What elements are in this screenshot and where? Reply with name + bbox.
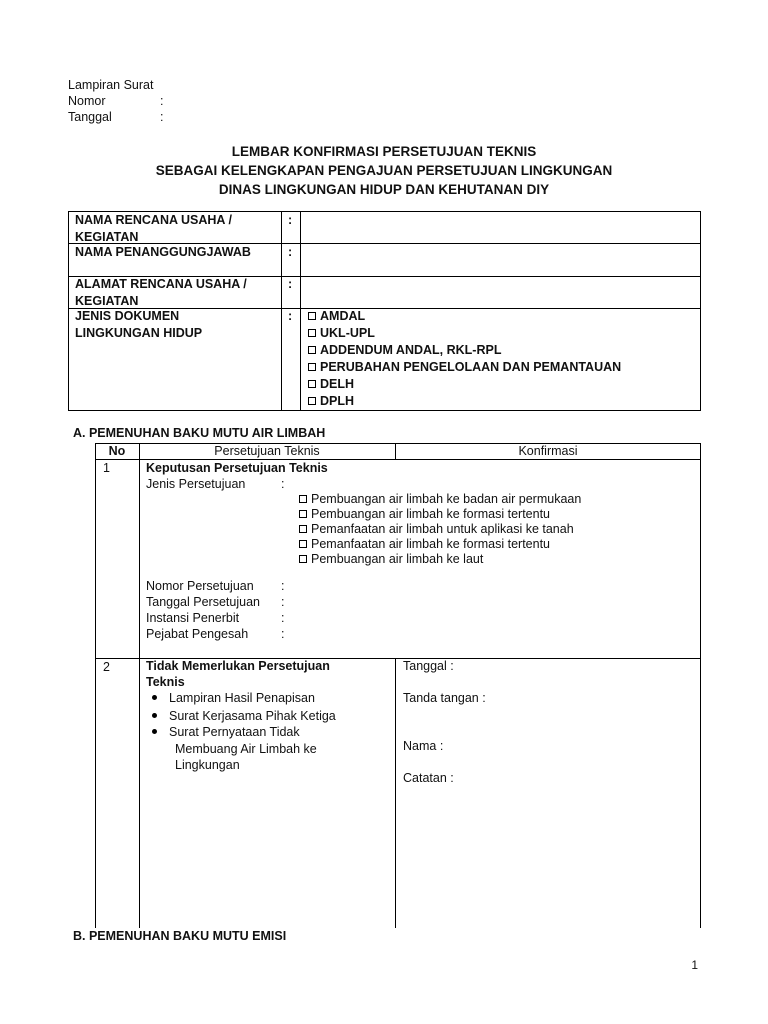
list-item-cont: Lingkungan (175, 758, 240, 772)
title-line-1: LEMBAR KONFIRMASI PERSETUJUAN TEKNIS (231, 144, 537, 159)
checkbox-icon[interactable] (299, 525, 307, 533)
tanggal-colon: : (160, 110, 164, 124)
checkbox-icon[interactable] (308, 363, 316, 371)
colon-4: : (288, 309, 293, 323)
row2-title-2: Teknis (146, 675, 185, 689)
checkbox-icon[interactable] (299, 495, 307, 503)
nomor-row (68, 93, 163, 109)
bullet-icon (152, 729, 157, 734)
option-addendum[interactable]: ADDENDUM ANDAL, RKL-RPL (308, 342, 501, 359)
checkbox-icon[interactable] (308, 346, 316, 354)
tanggal-persetujuan-label: Tanggal Persetujuan : (146, 595, 285, 609)
instansi-penerbit-label: Instansi Penerbit : (146, 611, 285, 625)
nomor-colon: : (160, 94, 164, 108)
choice-2[interactable]: Pembuangan air limbah ke formasi tertentu (299, 506, 550, 522)
nomor-persetujuan-label: Nomor Persetujuan : (146, 579, 285, 593)
list-item: Surat Kerjasama Pihak Ketiga (152, 708, 336, 724)
choice-4[interactable]: Pemanfaatan air limbah ke formasi tertentu (299, 536, 550, 552)
bullet-icon (152, 713, 157, 718)
konfirmasi-catatan: Catatan : (403, 771, 454, 785)
choice-1[interactable]: Pembuangan air limbah ke badan air permukaan (299, 491, 581, 507)
title-line-3: DINAS LINGKUNGAN HIDUP DAN KEHUTANAN DIY (218, 182, 550, 197)
konfirmasi-tanda-tangan: Tanda tangan : (403, 691, 486, 705)
bullet-icon (152, 695, 157, 700)
section-b-heading: B. PEMENUHAN BAKU MUTU EMISI (73, 929, 287, 943)
col-konfirmasi-header: Konfirmasi (518, 444, 578, 458)
row2-no: 2 (103, 660, 110, 674)
pejabat-pengesah-label: Pejabat Pengesah : (146, 627, 285, 641)
nomor-label: Nomor (68, 94, 106, 108)
list-item: Lampiran Hasil Penapisan (152, 690, 315, 706)
checkbox-icon[interactable] (299, 555, 307, 563)
col-divider-no (139, 443, 140, 928)
checkbox-icon[interactable] (308, 380, 316, 388)
tanggal-row (68, 109, 163, 125)
option-amdal[interactable]: AMDAL (308, 308, 365, 325)
option-perubahan[interactable]: PERUBAHAN PENGELOLAAN DAN PEMANTAUAN (308, 359, 621, 376)
col-no-header: No (108, 444, 126, 458)
nama-usaha-label: NAMA RENCANA USAHA / KEGIATAN (75, 213, 232, 244)
konfirmasi-tanggal: Tanggal : (403, 659, 454, 673)
checkbox-icon[interactable] (308, 329, 316, 337)
option-ukl-upl[interactable]: UKL-UPL (308, 325, 375, 342)
jenis-dokumen-label: JENIS DOKUMEN LINGKUNGAN HIDUP (75, 309, 203, 340)
page-number: 1 (691, 958, 698, 972)
col-divider-row2 (395, 658, 396, 928)
checkbox-icon[interactable] (308, 397, 316, 405)
identity-divider-1 (281, 211, 282, 411)
penanggungjawab-label: NAMA PENANGGUNGJAWAB (75, 245, 251, 259)
colon-1: : (288, 213, 293, 227)
option-delh[interactable]: DELH (308, 376, 354, 393)
row2-title-1: Tidak Memerlukan Persetujuan (146, 659, 330, 673)
jenis-persetujuan-label: Jenis Persetujuan : (146, 477, 285, 491)
section-a-heading: A. PEMENUHAN BAKU MUTU AIR LIMBAH (73, 426, 326, 440)
option-dplh[interactable]: DPLH (308, 393, 354, 410)
checkbox-icon[interactable] (299, 540, 307, 548)
row1-title: Keputusan Persetujuan Teknis (146, 461, 328, 475)
colon-3: : (288, 277, 293, 291)
checkbox-icon[interactable] (299, 510, 307, 518)
choice-5[interactable]: Pembuangan air limbah ke laut (299, 551, 483, 567)
row1-no: 1 (103, 461, 110, 475)
identity-divider-2 (300, 211, 301, 411)
col-persetujuan-header: Persetujuan Teknis (214, 444, 320, 458)
lampiran-label: Lampiran Surat (68, 78, 154, 92)
colon-2: : (288, 245, 293, 259)
choice-3[interactable]: Pemanfaatan air limbah untuk aplikasi ke tanah (299, 521, 574, 537)
list-item: Surat Pernyataan Tidak (152, 724, 300, 740)
list-item-cont: Membuang Air Limbah ke (175, 742, 317, 756)
checkbox-icon[interactable] (308, 312, 316, 320)
alamat-label: ALAMAT RENCANA USAHA / KEGIATAN (75, 277, 247, 308)
tanggal-label: Tanggal (68, 110, 112, 124)
konfirmasi-nama: Nama : (403, 739, 444, 753)
title-line-2: SEBAGAI KELENGKAPAN PENGAJUAN PERSETUJUAN LINGKUNGAN (155, 163, 613, 178)
